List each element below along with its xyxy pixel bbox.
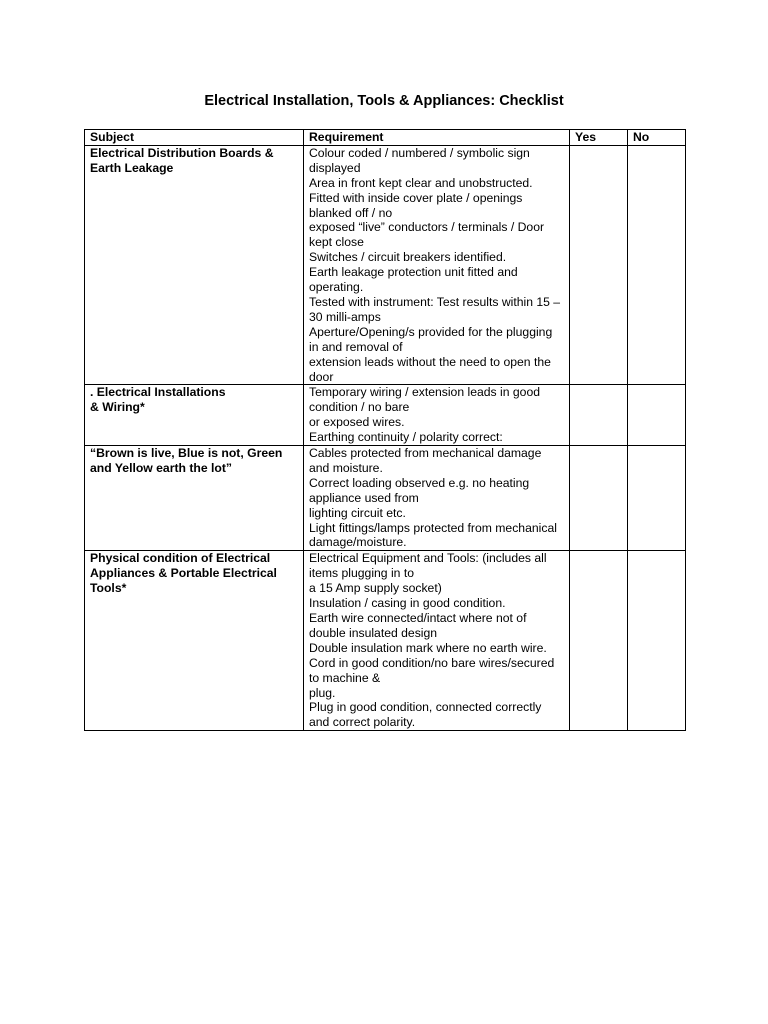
yes-checkbox-cell[interactable] xyxy=(570,145,628,385)
requirement-line: Correct loading observed e.g. no heating appliance used from xyxy=(309,475,530,505)
requirement-line: Tested with instrument: Test results within 15 – 30 milli-amps xyxy=(309,294,561,324)
checklist-table xyxy=(84,129,686,731)
no-column-header: No xyxy=(628,130,686,146)
requirement-line: Earth leakage protection unit fitted and operating. xyxy=(309,265,518,295)
no-checkbox-cell[interactable] xyxy=(628,385,686,446)
requirement-line: Cord in good condition/no bare wires/secured to machine & xyxy=(309,655,555,685)
requirement-line: Fitted with inside cover plate / openings blanked off / no xyxy=(309,190,523,220)
requirement-line: Temporary wiring / extension leads in good condition / no bare xyxy=(309,385,541,415)
requirement-line: Light fittings/lamps protected from mechanical damage/moisture. xyxy=(309,520,557,550)
checklist-body xyxy=(85,145,686,730)
requirement-line: Double insulation mark where no earth wire. xyxy=(309,640,547,655)
document-title: Electrical Installation, Tools & Appliances: Checklist xyxy=(204,93,564,109)
requirement-line: exposed “live” conductors / terminals / Door kept close xyxy=(309,220,545,250)
subject-column-header: Subject xyxy=(85,130,304,146)
yes-checkbox-cell[interactable] xyxy=(570,551,628,731)
requirement-line: Plug in good condition, connected correctly and correct polarity. xyxy=(309,700,542,730)
table-row xyxy=(85,551,686,731)
subject-cell: Physical condition of Electrical Appliances & Portable Electrical Tools* xyxy=(85,551,304,731)
yes-checkbox-cell[interactable] xyxy=(570,446,628,551)
requirement-cell xyxy=(304,385,570,446)
requirement-line: Switches / circuit breakers identified. xyxy=(309,250,507,265)
table-row xyxy=(85,145,686,385)
requirement-column-header: Requirement xyxy=(304,130,570,146)
table-row xyxy=(85,446,686,551)
no-checkbox-cell[interactable] xyxy=(628,446,686,551)
requirement-line: lighting circuit etc. xyxy=(309,505,406,520)
requirement-line: or exposed wires. xyxy=(309,415,405,430)
subject-cell: . Electrical Installations & Wiring* xyxy=(85,385,304,446)
requirement-line: Area in front kept clear and unobstructed. xyxy=(309,175,533,190)
requirement-cell xyxy=(304,145,570,385)
requirement-line: Earth wire connected/intact where not of double insulated design xyxy=(309,611,527,640)
requirement-line: Earthing continuity / polarity correct: xyxy=(309,430,503,445)
no-checkbox-cell[interactable] xyxy=(628,551,686,731)
requirement-line: Aperture/Opening/s provided for the plugging in and removal of xyxy=(309,324,553,354)
yes-column-header: Yes xyxy=(570,130,628,146)
subject-cell: “Brown is live, Blue is not, Green and Yellow earth the lot” xyxy=(85,446,304,551)
requirement-line: plug. xyxy=(309,685,336,700)
requirement-line: Insulation / casing in good condition. xyxy=(309,596,506,611)
requirement-line: extension leads without the need to open the door xyxy=(309,354,551,384)
requirement-line: Cables protected from mechanical damage and moisture. xyxy=(309,446,542,475)
requirement-line: Electrical Equipment and Tools: (includes all items plugging in to xyxy=(309,551,547,581)
yes-checkbox-cell[interactable] xyxy=(570,385,628,446)
table-row xyxy=(85,385,686,446)
no-checkbox-cell[interactable] xyxy=(628,145,686,385)
subject-cell: Electrical Distribution Boards & Earth Leakage xyxy=(85,145,304,385)
requirement-cell xyxy=(304,551,570,731)
table-header-row xyxy=(85,130,686,146)
requirement-cell xyxy=(304,446,570,551)
requirement-line: Colour coded / numbered / symbolic sign displayed xyxy=(309,145,530,175)
requirement-line: a 15 Amp supply socket) xyxy=(309,581,442,596)
